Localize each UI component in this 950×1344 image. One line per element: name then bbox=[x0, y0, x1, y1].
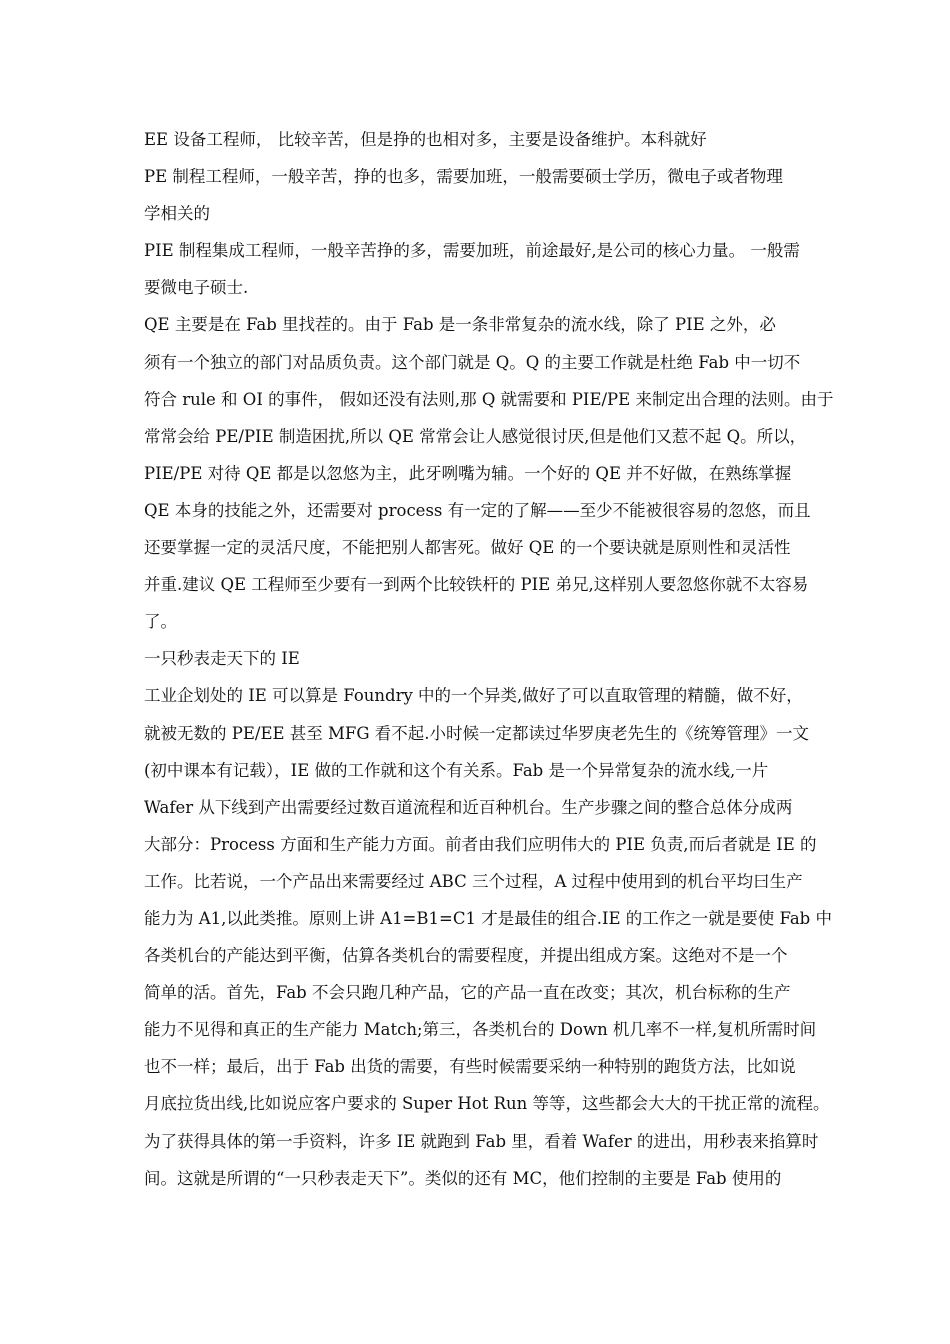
text-line: 也不一样；最后，出于 Fab 出货的需要，有些时候需要采纳一种特别的跑货方法，比如说 bbox=[144, 1057, 796, 1077]
text-line: 工业企划处的 IE 可以算是 Foundry 中的一个异类,做好了可以直取管理的精髓，做不好， bbox=[144, 686, 803, 706]
text-line: 月底拉货出线,比如说应客户要求的 Super Hot Run 等等，这些都会大大的干扰正常的流程。 bbox=[144, 1094, 830, 1114]
text-line: 还要掌握一定的灵活尺度，不能把别人都害死。做好 QE 的一个要诀就是原则性和灵活性 bbox=[144, 538, 791, 558]
text-line: 间。这就是所谓的“一只秒表走天下”。类似的还有 MC，他们控制的主要是 Fab 使用的 bbox=[144, 1168, 782, 1188]
text-line: 要微电子硕士. bbox=[144, 278, 249, 298]
text-line: 了。 bbox=[144, 612, 177, 632]
text-line: 符合 rule 和 OI 的事件， 假如还没有法则,那 Q 就需要和 PIE/PE 来制定出合理的法则。由于 bbox=[144, 389, 834, 409]
text-line: EE 设备工程师， 比较辛苦，但是挣的也相对多，主要是设备维护。本科就好 bbox=[144, 130, 707, 149]
text-line: 一只秒表走天下的 IE bbox=[144, 649, 300, 669]
text-line: Wafer 从下线到产出需要经过数百道流程和近百种机台。生产步骤之间的整合总体分成两 bbox=[144, 797, 793, 817]
text-line: 简单的活。首先，Fab 不会只跑几种产品，它的产品一直在改变；其次，机台标称的生产 bbox=[144, 983, 791, 1003]
text-line: 能力为 A1,以此类推。原则上讲 A1=B1=C1 才是最佳的组合.IE 的工作之一就是要使 Fab 中 bbox=[144, 908, 832, 928]
text-line: QE 主要是在 Fab 里找茬的。由于 Fab 是一条非常复杂的流水线，除了 PIE 之外，必 bbox=[144, 315, 776, 335]
text-line: PIE 制程集成工程师，一般辛苦挣的多，需要加班，前途最好,是公司的核心力量。 一般需 bbox=[144, 241, 800, 261]
document-body bbox=[144, 121, 834, 1197]
text-line: 须有一个独立的部门对品质负责。这个部门就是 Q。Q 的主要工作就是杜绝 Fab 中一切不 bbox=[144, 352, 801, 372]
text-line: 各类机台的产能达到平衡，估算各类机台的需要程度，并提出组成方案。这绝对不是一个 bbox=[144, 946, 788, 966]
text-line: 学相关的 bbox=[144, 204, 210, 224]
text-line: 为了获得具体的第一手资料，许多 IE 就跑到 Fab 里，看着 Wafer 的进出，用秒表来掐算时 bbox=[144, 1131, 819, 1151]
text-line: PIE/PE 对待 QE 都是以忽悠为主，此牙咧嘴为辅。一个好的 QE 并不好做，在熟练掌握 bbox=[144, 463, 792, 483]
text-line: 能力不见得和真正的生产能力 Match;第三，各类机台的 Down 机几率不一样,复机所需时间 bbox=[144, 1020, 817, 1040]
text-line: 工作。比若说，一个产品出来需要经过 ABC 三个过程，A 过程中使用到的机台平均曰生产 bbox=[144, 871, 803, 891]
text-line: QE 本身的技能之外，还需要对 process 有一定的了解——至少不能被很容易的忽悠，而且 bbox=[144, 500, 811, 520]
text-line: 常常会给 PE/PIE 制造困扰,所以 QE 常常会让人感觉很讨厌,但是他们又惹不起 Q。所以， bbox=[144, 426, 807, 446]
text-line: 就被无数的 PE/EE 甚至 MFG 看不起.小时候一定都读过华罗庚老先生的《统筹管理》一文 bbox=[144, 723, 810, 743]
text-line: 并重.建议 QE 工程师至少要有一到两个比较铁杆的 PIE 弟兄,这样别人要忽悠你就不太容易 bbox=[144, 575, 809, 595]
text-line: (初中课本有记载），IE 做的工作就和这个有关系。Fab 是一个异常复杂的流水线,一片 bbox=[144, 760, 769, 780]
text-line: 大部分：Process 方面和生产能力方面。前者由我们应明伟大的 PIE 负责,而后者就是 IE 的 bbox=[144, 834, 817, 854]
text-line: PE 制程工程师，一般辛苦，挣的也多，需要加班，一般需要硕士学历，微电子或者物理 bbox=[144, 167, 783, 187]
